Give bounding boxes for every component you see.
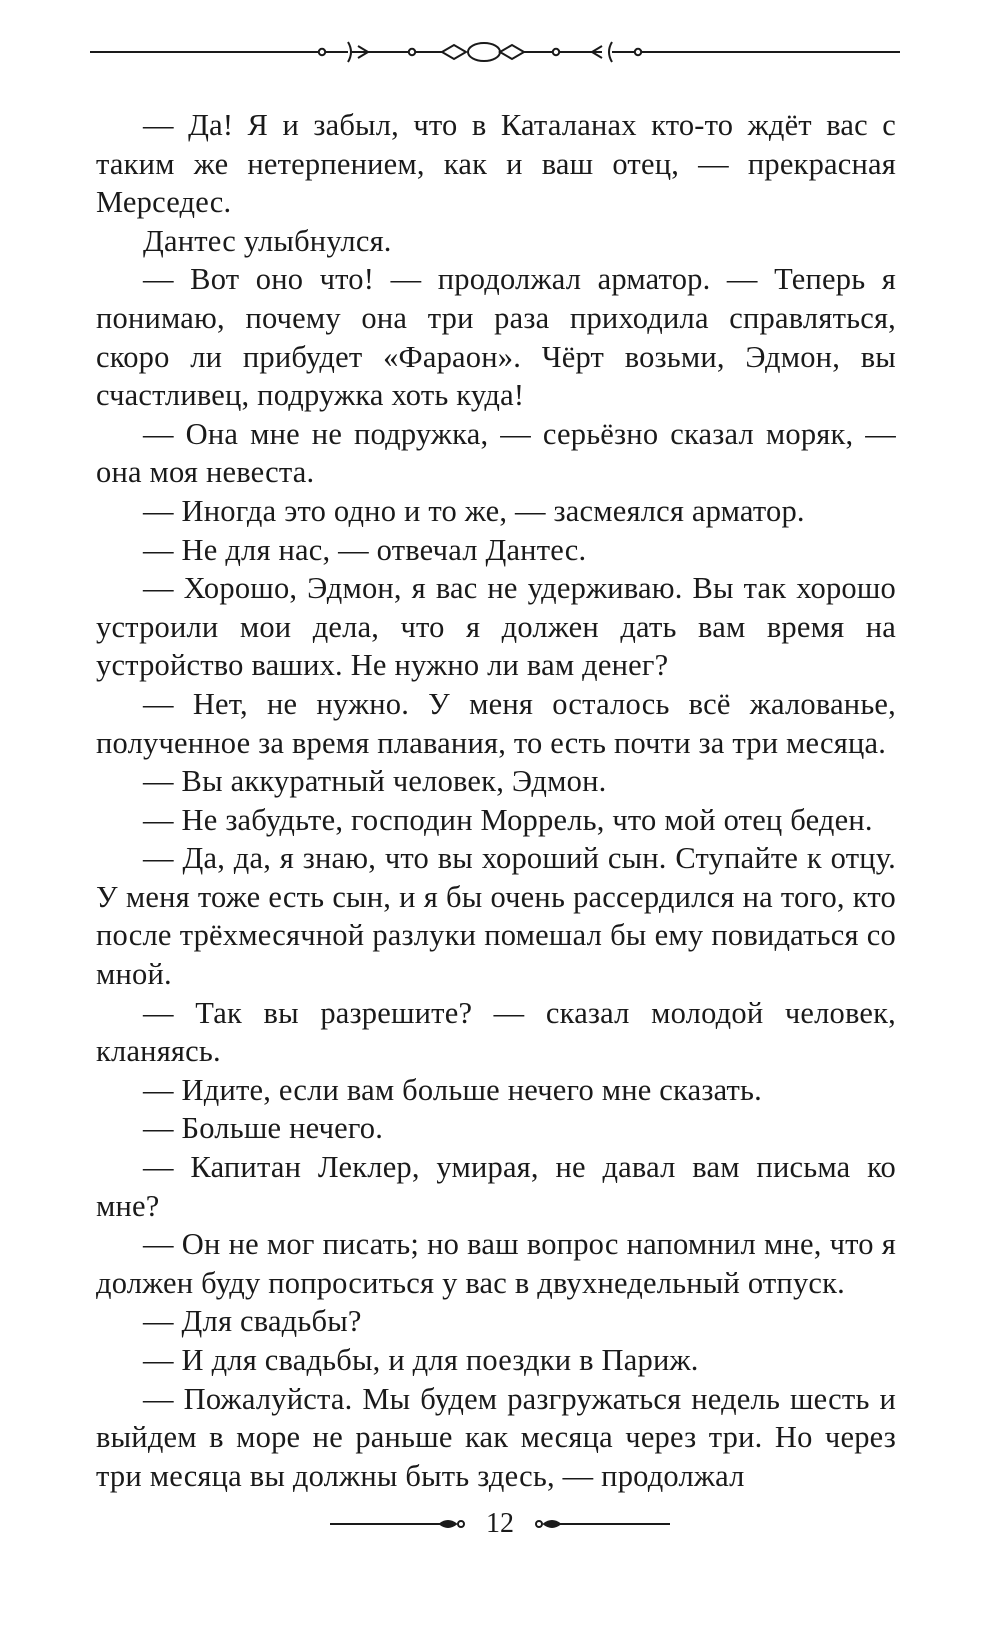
paragraph: — Пожалуйста. Мы будем разгружаться недель шесть и выйдем в море не раньше как месяца через три. Но через три месяца вы должны быть здесь, — продолжал <box>96 1381 896 1493</box>
paragraph: — Иногда это одно и то же, — засмеялся арматор. <box>143 493 805 528</box>
paragraph: — Она мне не подружка, — серьёзно сказал моряк, — она моя невеста. <box>96 416 896 490</box>
page-footer <box>0 1506 1000 1542</box>
header-ornament <box>90 38 900 66</box>
paragraph: — И для свадьбы, и для поездки в Париж. <box>143 1343 699 1377</box>
footer-ornament-left <box>330 1512 468 1536</box>
paragraph: — Не для нас, — отвечал Дантес. <box>143 532 587 567</box>
paragraph: — Он не мог писать; но ваш вопрос напомнил мне, что я должен буду попроситься у вас в двухнедельный отпуск. <box>96 1227 896 1300</box>
paragraph: Дантес улыбнулся. <box>143 223 392 258</box>
paragraph: — Капитан Леклер, умирая, не давал вам письма ко мне? <box>96 1150 896 1223</box>
paragraph: — Так вы разрешите? — сказал молодой человек, кланяясь. <box>96 995 896 1069</box>
paragraph: — Да! Я и забыл, что в Каталанах кто-то ждёт вас с таким же нетерпением, как и ваш отец, — прекрасная Мерседес. <box>96 108 896 220</box>
paragraph: — Хорошо, Эдмон, я вас не удерживаю. Вы так хорошо устроили мои дела, что я должен дать вам время на устройство ваших. Не нужно ли вам денег? <box>96 571 896 683</box>
paragraph: — Да, да, я знаю, что вы хороший сын. Ступайте к отцу. У меня тоже есть сын, и я бы очень рассердился на того, кто после трёхмесячной разлуки помешал бы ему повидаться со мной. <box>96 841 896 992</box>
footer-ornament-right <box>532 1512 670 1536</box>
body-text <box>96 106 896 1495</box>
paragraph: — Вот оно что! — продолжал арматор. — Теперь я понимаю, почему она три раза приходила справляться, скоро ли прибудет «Фараон». Чёрт возьми, Эдмон, вы счастливец, подружка хоть куда! <box>96 262 896 413</box>
page-number: 12 <box>486 1508 514 1539</box>
paragraph: — Нет, не нужно. У меня осталось всё жалованье, полученное за время плавания, то есть почти за три месяца. <box>96 686 896 760</box>
paragraph: — Для свадьбы? <box>143 1304 362 1339</box>
paragraph: — Вы аккуратный человек, Эдмон. <box>143 764 607 799</box>
paragraph: — Больше нечего. <box>143 1111 384 1146</box>
paragraph: — Идите, если вам больше нечего мне сказать. <box>143 1072 762 1107</box>
paragraph: — Не забудьте, господин Моррель, что мой отец беден. <box>143 802 873 837</box>
